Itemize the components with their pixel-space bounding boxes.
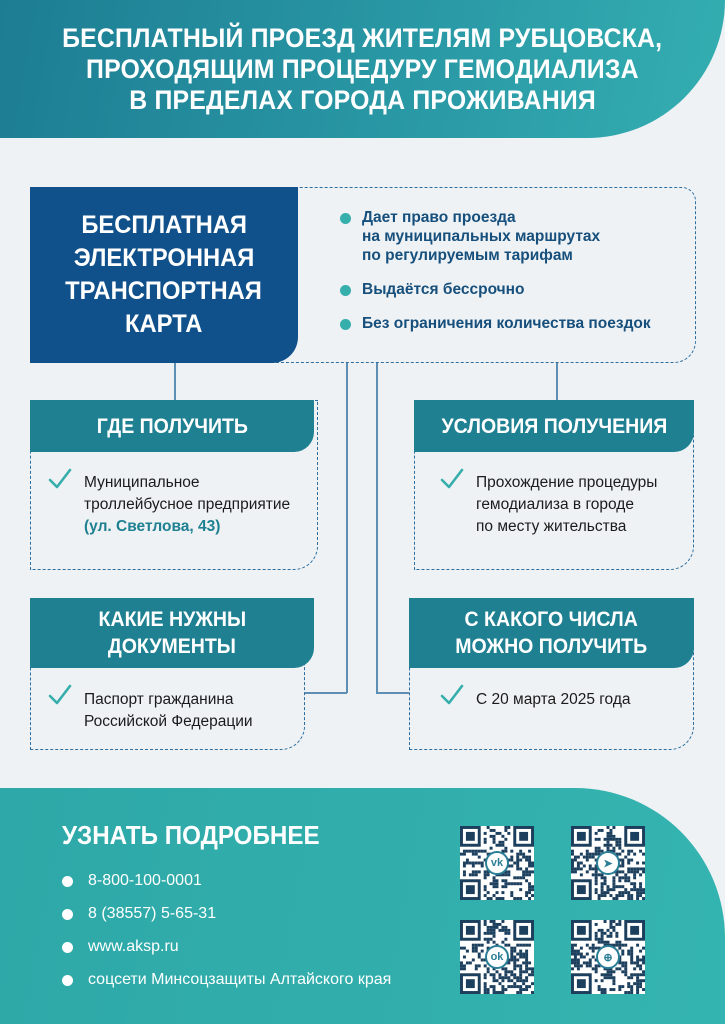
documents-text-line: Паспорт гражданина: [84, 691, 234, 708]
contact-text: 8-800-100-0001: [88, 872, 202, 889]
connector-line: [556, 363, 558, 401]
header-title-line-3: В ПРЕДЕЛАХ ГОРОДА ПРОЖИВАНИЯ: [129, 84, 596, 115]
checkmark-icon: [440, 467, 464, 491]
where-text-line: троллейбусное предприятие: [84, 496, 291, 513]
conditions-text-line: по месту жительства: [476, 518, 627, 535]
telegram-icon: ➤: [596, 851, 620, 875]
qr-code-odnoklassniki[interactable]: [460, 920, 534, 994]
header-title-line-2: ПРОХОДЯЩИМ ПРОЦЕДУРУ ГЕМОДИАЛИЗА: [86, 53, 639, 84]
benefit-item: [338, 208, 688, 265]
bullet-dot-icon: [62, 909, 73, 920]
connector-line: [346, 363, 348, 693]
conditions-text: [476, 472, 657, 538]
header-title-line-1: БЕСПЛАТНЫЙ ПРОЕЗД ЖИТЕЛЯМ РУБЦОВСКА,: [62, 22, 663, 53]
card-title-line-1: БЕСПЛАТНАЯ: [81, 211, 247, 239]
benefit-text: на муниципальных маршрутах: [362, 228, 601, 245]
conditions-panel-title: [414, 400, 694, 452]
contact-text: соцсети Минсоцзащиты Алтайского края: [88, 971, 392, 988]
checkmark-icon: [440, 683, 464, 707]
contact-text: www.aksp.ru: [88, 938, 179, 955]
checkmark-icon: [48, 467, 72, 491]
connector-line: [174, 363, 176, 401]
card-title-line-4: КАРТА: [125, 310, 203, 338]
documents-text-line: Российской Федерации: [84, 713, 253, 730]
qr-code-website[interactable]: [571, 920, 645, 994]
vk-icon: vk: [485, 851, 509, 875]
date-panel-title: [409, 598, 694, 668]
where-panel-title: [30, 400, 314, 452]
conditions-title-text: УСЛОВИЯ ПОЛУЧЕНИЯ: [441, 414, 667, 438]
bullet-dot-icon: [340, 319, 351, 330]
odnoklassniki-icon: ok: [485, 945, 509, 969]
checkmark-icon: [48, 683, 72, 707]
benefit-text: Дает право проезда: [362, 209, 516, 226]
documents-panel-title: [30, 598, 314, 668]
connector-line: [376, 363, 378, 693]
bullet-dot-icon: [62, 942, 73, 953]
card-title-line-3: ТРАНСПОРТНАЯ: [65, 277, 263, 305]
qr-code-vk[interactable]: [460, 826, 534, 900]
header-banner: [0, 0, 725, 138]
benefit-item: [338, 314, 688, 333]
benefit-text: Без ограничения количества поездок: [362, 315, 651, 332]
benefit-item: [338, 280, 688, 299]
conditions-text-line: Прохождение процедуры: [476, 474, 658, 491]
conditions-text-line: гемодиализа в городе: [476, 496, 634, 513]
connector-line: [304, 692, 347, 694]
bullet-dot-icon: [62, 876, 73, 887]
card-title-line-2: ЭЛЕКТРОННАЯ: [73, 244, 255, 272]
where-text-line: Муниципальное: [84, 474, 200, 491]
date-text-line: С 20 марта 2025 года: [476, 691, 631, 708]
date-text: [476, 689, 631, 711]
where-address: (ул. Светлова, 43): [84, 518, 221, 535]
date-title-line: С КАКОГО ЧИСЛА: [464, 608, 639, 631]
bullet-dot-icon: [340, 285, 351, 296]
benefit-text: Выдаётся бессрочно: [362, 281, 525, 298]
bullet-dot-icon: [62, 975, 73, 986]
date-title-line: МОЖНО ПОЛУЧИТЬ: [455, 635, 648, 658]
documents-title-line: КАКИЕ НУЖНЫ: [98, 608, 246, 631]
where-title-text: ГДЕ ПОЛУЧИТЬ: [96, 414, 248, 438]
benefit-text: по регулируемым тарифам: [362, 247, 573, 264]
where-text: [84, 472, 290, 538]
contact-text: 8 (38557) 5-65-31: [88, 905, 217, 922]
qr-code-telegram[interactable]: [571, 826, 645, 900]
connector-line: [376, 692, 410, 694]
bullet-dot-icon: [340, 213, 351, 224]
footer-title: УЗНАТЬ ПОДРОБНЕЕ: [62, 820, 320, 850]
documents-text: [84, 689, 253, 733]
documents-title-line: ДОКУМЕНТЫ: [107, 635, 237, 658]
transport-card-title: [30, 187, 298, 363]
globe-icon: ⊕: [596, 945, 620, 969]
benefits-list: [338, 208, 688, 348]
